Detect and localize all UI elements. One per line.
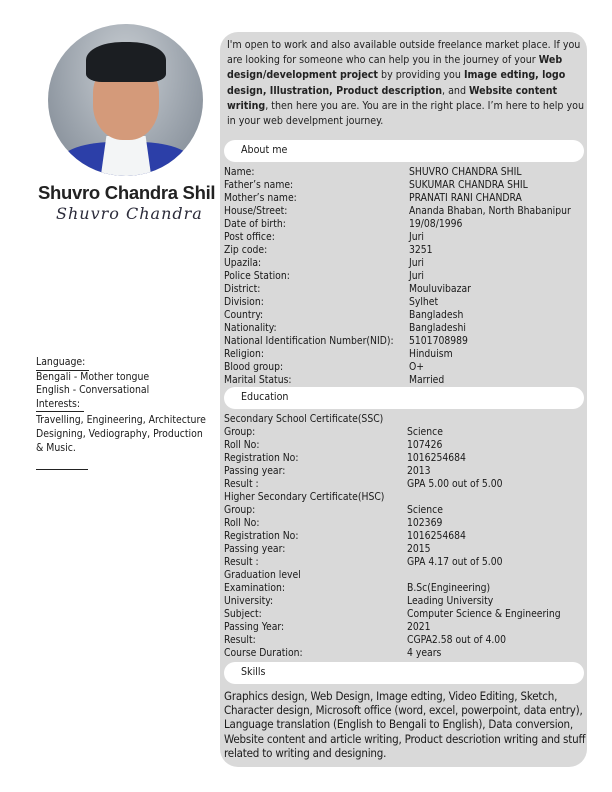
table-row [224, 309, 588, 322]
row-label: Passing year: [224, 543, 286, 555]
table-row [224, 608, 588, 621]
row-label: Subject: [224, 608, 262, 620]
table-row [224, 595, 588, 608]
table-row [224, 530, 588, 543]
interests-line: Travelling, Engineering, Architecture [36, 414, 206, 427]
table-row [224, 582, 588, 595]
intro-text: , then here you are. You are in the right place. I’m here to help you in your web develpment journey. [227, 99, 585, 128]
row-value: 107426 [407, 439, 443, 451]
row-value: 19/08/1996 [409, 218, 463, 230]
row-label: Upazila: [224, 257, 262, 269]
row-value: PRANATI RANI CHANDRA [409, 192, 522, 204]
row-label: District: [224, 283, 261, 295]
row-value: Ananda Bhaban, North Bhabanipur [409, 205, 571, 217]
skills-text: Graphics design, Web Design, Image edting, Video Editing, Sketch, Character design, Microsoft office (word, excel, powerpoint, data entry), Language translation (English to Bengali to English), Data conversion, Website content and article writing, Product descriotion writing and stuff related to writing and designing. [224, 689, 586, 760]
row-label: Roll No: [224, 517, 260, 529]
row-label: Marital Status: [224, 374, 292, 386]
row-value: CGPA2.58 out of 4.00 [407, 634, 507, 646]
row-label: Registration No: [224, 452, 299, 464]
interests-line: & Music. [36, 441, 76, 454]
section-header-education [224, 387, 584, 409]
row-value: Mouluvibazar [409, 283, 471, 295]
table-row [224, 452, 588, 465]
signature: Shuvro Chandra [56, 204, 203, 223]
row-label: National Identification Number(NID): [224, 335, 394, 347]
intro-text: I'm open to work and also available outside freelance market place. If you are looking for someone who can help you in the journey of your [227, 39, 581, 67]
row-value: Juri [409, 270, 424, 282]
intro-highlight: Image edting, logo design, Illustration, Product description [227, 69, 566, 97]
row-label: Religion: [224, 348, 264, 360]
table-row [224, 478, 588, 491]
row-value: 3251 [409, 244, 433, 256]
row-value: 2021 [407, 621, 431, 633]
row-value: Science [407, 426, 443, 438]
row-value: 102369 [407, 517, 443, 529]
row-label: Examination: [224, 582, 286, 594]
row-label: Result: [224, 634, 256, 646]
row-label: Course Duration: [224, 647, 303, 659]
row-value: O+ [409, 361, 425, 373]
education-level-heading: Graduation level [224, 569, 301, 581]
row-label: University: [224, 595, 274, 607]
section-title: Education [241, 391, 289, 403]
table-row [224, 634, 588, 647]
row-value: SUKUMAR CHANDRA SHIL [409, 179, 528, 191]
table-row [224, 192, 588, 205]
education-level-heading: Secondary School Certificate(SSC) [224, 413, 384, 425]
row-value: SHUVRO CHANDRA SHIL [409, 166, 522, 178]
row-label: Group: [224, 426, 256, 438]
row-label: Group: [224, 504, 256, 516]
intro-highlight: Web design/development project [227, 54, 563, 82]
row-value: 2015 [407, 543, 431, 555]
intro-paragraph [227, 38, 587, 129]
row-value: GPA 5.00 out of 5.00 [407, 478, 503, 490]
row-label: Police Station: [224, 270, 290, 282]
table-row [224, 426, 588, 439]
row-label: Division: [224, 296, 264, 308]
table-row [224, 335, 588, 348]
table-row [224, 166, 588, 179]
section-header-skills [224, 662, 584, 684]
table-row [224, 543, 588, 556]
table-row [224, 218, 588, 231]
row-label: Post office: [224, 231, 275, 243]
row-value: 5101708989 [409, 335, 468, 347]
row-value: Bangladesh [409, 309, 464, 321]
divider [36, 469, 88, 470]
row-value: Juri [409, 257, 424, 269]
table-row [224, 296, 588, 309]
profile-name: Shuvro Chandra Shil [38, 182, 216, 203]
table-row [224, 504, 588, 517]
row-value: Computer Science & Engineering [407, 608, 561, 620]
table-row [224, 647, 588, 660]
row-label: Mother’s name: [224, 192, 297, 204]
row-label: Nationality: [224, 322, 277, 334]
row-label: House/Street: [224, 205, 288, 217]
language-label: Language: [36, 356, 89, 371]
row-value: Bangladeshi [409, 322, 466, 334]
row-value: 4 years [407, 647, 442, 659]
table-row [224, 257, 588, 270]
table-row [224, 556, 588, 569]
table-row [224, 348, 588, 361]
row-value: 2013 [407, 465, 431, 477]
row-label: Result : [224, 478, 259, 490]
table-row [224, 270, 588, 283]
row-label: Registration No: [224, 530, 299, 542]
row-label: Name: [224, 166, 255, 178]
photo-hair [86, 42, 166, 82]
intro-text: , and [442, 84, 470, 97]
row-label: Result : [224, 556, 259, 568]
table-row [224, 179, 588, 192]
row-value: 1016254684 [407, 530, 466, 542]
row-label: Country: [224, 309, 264, 321]
language-item: Bengali - Mother tongue [36, 370, 150, 383]
section-title: Skills [241, 666, 266, 678]
table-row [224, 465, 588, 478]
row-label: Passing Year: [224, 621, 285, 633]
row-value: Juri [409, 231, 424, 243]
row-value: Married [409, 374, 445, 386]
intro-text: by providing you [378, 69, 464, 82]
row-value: Leading University [407, 595, 494, 607]
left-column [36, 356, 221, 470]
table-row [224, 322, 588, 335]
profile-photo [48, 24, 203, 176]
photo-shirt [98, 136, 154, 176]
table-row [224, 374, 588, 387]
table-row [224, 361, 588, 374]
row-label: Blood group: [224, 361, 284, 373]
row-value: Sylhet [409, 296, 439, 308]
row-value: 1016254684 [407, 452, 466, 464]
row-label: Zip code: [224, 244, 268, 256]
table-row [224, 205, 588, 218]
row-value: GPA 4.17 out of 5.00 [407, 556, 503, 568]
row-label: Father’s name: [224, 179, 294, 191]
interests-line: Designing, Vediography, Production [36, 427, 203, 440]
table-row [224, 517, 588, 530]
interests-label: Interests: [36, 398, 84, 413]
table-row [224, 439, 588, 452]
table-row [224, 621, 588, 634]
row-label: Date of birth: [224, 218, 286, 230]
language-item: English - Conversational [36, 384, 150, 397]
intro-highlight: Website content writing [227, 84, 558, 112]
row-value: Hinduism [409, 348, 453, 360]
about-table [224, 166, 588, 387]
row-label: Passing year: [224, 465, 286, 477]
row-value: Science [407, 504, 443, 516]
education-level-heading: Higher Secondary Certificate(HSC) [224, 491, 385, 503]
section-title: About me [241, 144, 288, 156]
education-table [224, 413, 588, 660]
table-row [224, 283, 588, 296]
row-value: B.Sc(Engineering) [407, 582, 491, 594]
table-row [224, 231, 588, 244]
section-header-about [224, 140, 584, 162]
row-label: Roll No: [224, 439, 260, 451]
table-row [224, 244, 588, 257]
